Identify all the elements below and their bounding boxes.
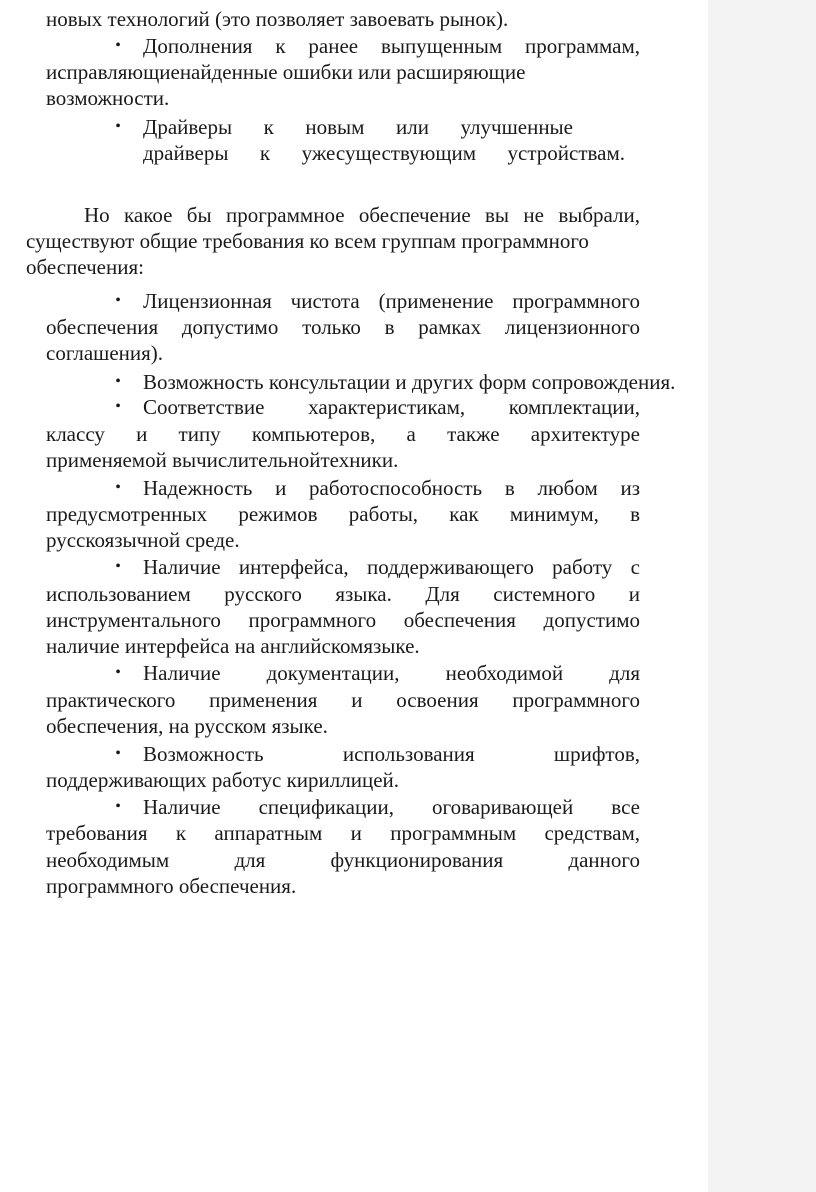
list-bullet: • bbox=[115, 118, 121, 135]
list-bullet: • bbox=[115, 479, 121, 496]
list-item-line: необходимым для функционирования данного bbox=[46, 848, 640, 872]
list-item-line: наличие интерфейса на английскомязыке. bbox=[46, 634, 420, 658]
list-item-line: обеспечения допустимо только в рамках лицензионного bbox=[46, 315, 640, 339]
list-item-line: предусмотренных режимов работы, как минимум, в bbox=[46, 502, 640, 526]
list-item-line: классу и типу компьютеров, а также архитектуре bbox=[46, 422, 640, 446]
list-item-line: требования к аппаратным и программным средствам, bbox=[46, 821, 640, 845]
list-bullet: • bbox=[115, 745, 121, 762]
list-item-line: инструментального программного обеспечения допустимо bbox=[46, 608, 640, 632]
list-bullet: • bbox=[115, 37, 121, 54]
list-item-line: Лицензионная чистота (применение программного bbox=[143, 289, 640, 313]
list-bullet: • bbox=[115, 398, 121, 415]
list-item-line: Наличие документации, необходимой для bbox=[143, 661, 640, 685]
list-item-line: Драйверы к новым или улучшенные bbox=[143, 115, 573, 139]
list-item-line: Наличие спецификации, оговаривающей все bbox=[143, 795, 640, 819]
list-item-line: Дополнения к ранее выпущенным программам, bbox=[143, 34, 640, 58]
list-bullet: • bbox=[115, 292, 121, 309]
list-item-line: применяемой вычислительнойтехники. bbox=[46, 448, 399, 472]
list-item-line: Наличие интерфейса, поддерживающего работу с bbox=[143, 555, 640, 579]
list-item-line: исправляющиенайденные ошибки или расширяющие bbox=[46, 60, 526, 84]
list-item-line: поддерживающих работус кириллицей. bbox=[46, 768, 400, 792]
paragraph-line: Но какое бы программное обеспечение вы не выбрали, bbox=[84, 203, 640, 227]
list-item-line: Надежность и работоспособность в любом из bbox=[143, 476, 640, 500]
list-item-line: обеспечения, на русском языке. bbox=[46, 714, 328, 738]
list-bullet: • bbox=[115, 798, 121, 815]
margin-sidebar bbox=[708, 0, 816, 1192]
list-item-line: практического применения и освоения программного bbox=[46, 688, 640, 712]
list-bullet: • bbox=[115, 664, 121, 681]
intro-line: новых технологий (это позволяет завоевать рынок). bbox=[46, 7, 509, 31]
list-bullet: • bbox=[115, 558, 121, 575]
list-item-line: возможности. bbox=[46, 86, 170, 110]
paragraph-line: существуют общие требования ко всем группам программного bbox=[26, 229, 589, 253]
list-item-line: программного обеспечения. bbox=[46, 874, 297, 898]
list-item-line: Возможность консультации и других форм сопровождения. bbox=[143, 370, 676, 394]
list-item-line: драйверы к ужесуществующим устройствам. bbox=[143, 141, 625, 165]
list-bullet: • bbox=[115, 373, 121, 390]
list-item-line: соглашения). bbox=[46, 341, 164, 365]
list-item-line: русскоязычной среде. bbox=[46, 528, 240, 552]
paragraph-line: обеспечения: bbox=[26, 255, 144, 279]
list-item-line: Соответствие характеристикам, комплектации, bbox=[143, 395, 640, 419]
list-item-line: Возможность использования шрифтов, bbox=[143, 742, 640, 766]
list-item-line: использованием русского языка. Для системного и bbox=[46, 582, 640, 606]
